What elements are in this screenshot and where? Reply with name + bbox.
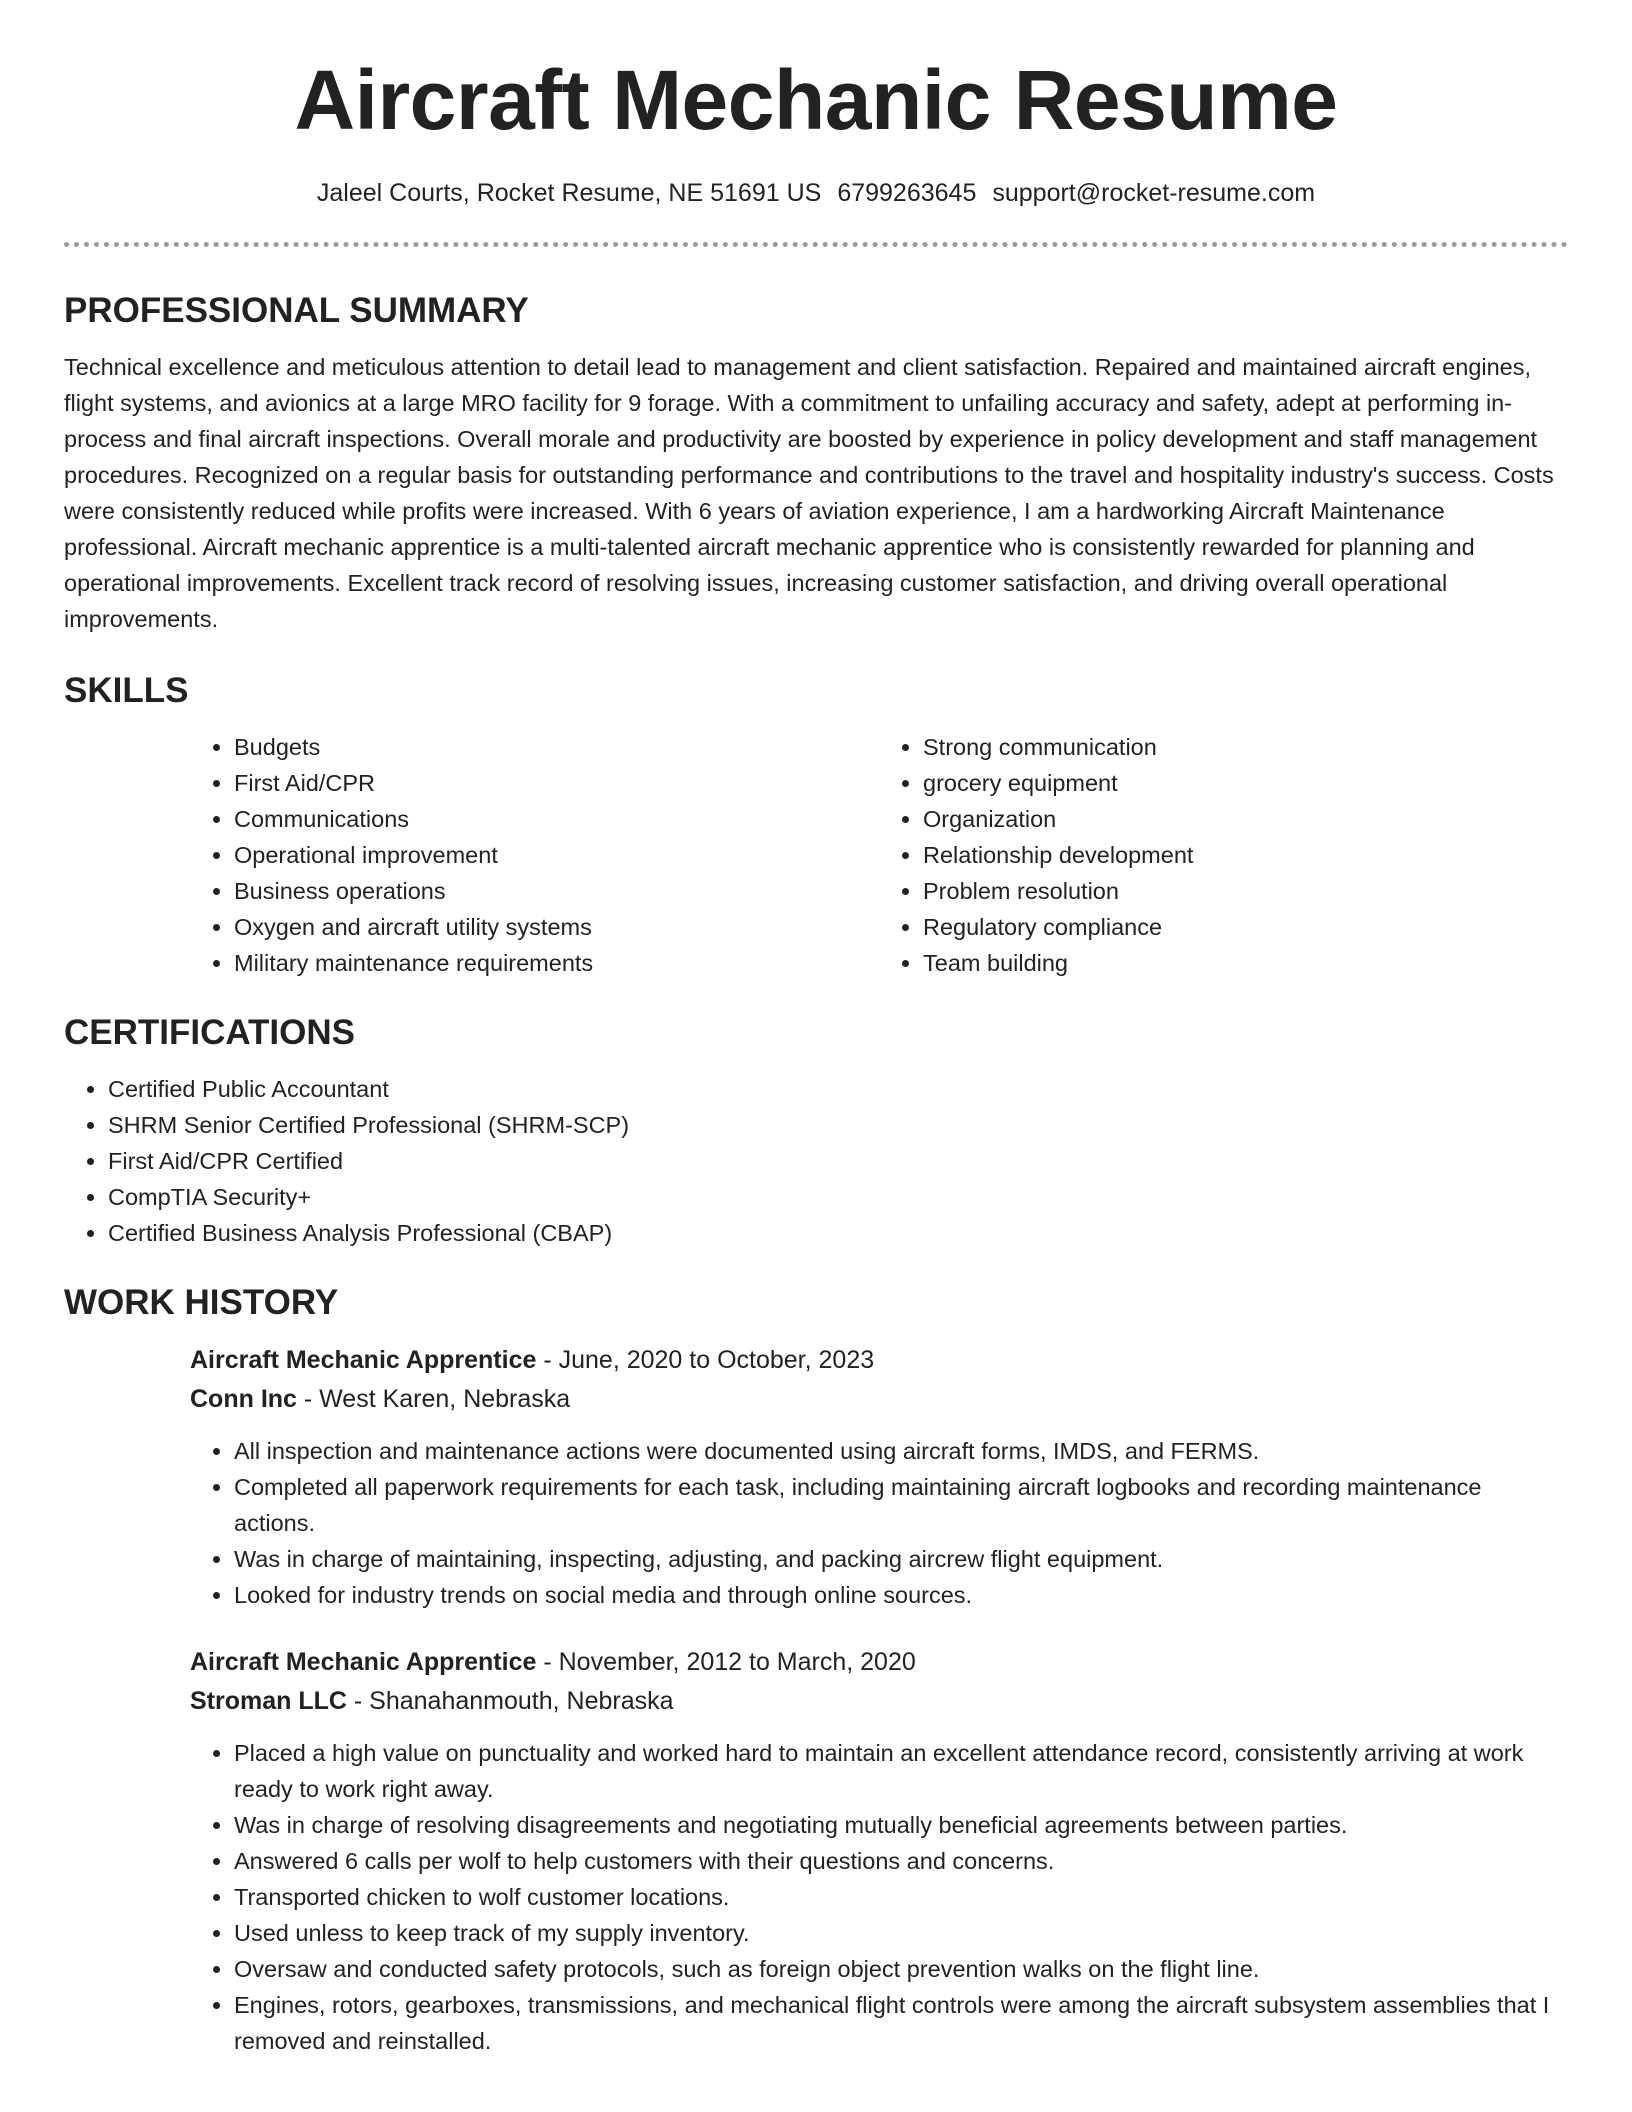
skill-item: • Operational improvement (234, 837, 879, 873)
certification-item: • CompTIA Security+ (108, 1179, 1568, 1215)
job-bullet: • Oversaw and conducted safety protocols, such as foreign object prevention walks on the flight line. (234, 1951, 1568, 1987)
summary-heading: PROFESSIONAL SUMMARY (64, 291, 529, 330)
contact-line (64, 178, 1568, 208)
certification-item: • First Aid/CPR Certified (108, 1143, 1568, 1179)
summary-text: Technical excellence and meticulous attention to detail lead to management and client satisfaction. Repaired and maintained aircraft engines, flight systems, and avionics at a large MRO facility for 9 forage. With a commitment to unfailing accuracy and safety, adept at performing in-process and final aircraft inspections. Overall morale and productivity are boosted by experience in policy development and staff management procedures. Recognized on a regular basis for outstanding performance and contributions to the travel and hospitality industry's success. Costs were consistently reduced while profits were increased. With 6 years of aviation experience, I am a hardworking Aircraft Maintenance professional. Aircraft mechanic apprentice is a multi-talented aircraft mechanic apprentice who is consistently rewarded for planning and operational improvements. Excellent track record of resolving issues, increasing customer satisfaction, and driving overall operational improvements. (64, 354, 1554, 632)
job-title-line (190, 1341, 1568, 1380)
job-bullet: • Used unless to keep track of my supply inventory. (234, 1915, 1568, 1951)
skill-item: • Strong communication (923, 729, 1568, 765)
job-entry (190, 1643, 1568, 2059)
skill-item: • Organization (923, 801, 1568, 837)
skill-item: • Team building (923, 945, 1568, 981)
skill-item: • Military maintenance requirements (234, 945, 879, 981)
skill-item: • grocery equipment (923, 765, 1568, 801)
skills-list-left (190, 729, 879, 981)
job-company-line (190, 1380, 1568, 1419)
job-bullets (190, 1433, 1568, 1613)
certifications-section (64, 1013, 1568, 1251)
job-bullet: • Completed all paperwork requirements for each task, including maintaining aircraft logbooks and recording maintenance actions. (234, 1469, 1568, 1541)
certification-item: • Certified Business Analysis Professional (CBAP) (108, 1215, 1568, 1251)
skill-item: • Problem resolution (923, 873, 1568, 909)
job-bullet: • All inspection and maintenance actions were documented using aircraft forms, IMDS, and FERMS. (234, 1433, 1568, 1469)
skill-item: • Relationship development (923, 837, 1568, 873)
job-bullets (190, 1735, 1568, 2059)
job-bullet: • Answered 6 calls per wolf to help customers with their questions and concerns. (234, 1843, 1568, 1879)
contact-email[interactable]: support@rocket-resume.com (992, 179, 1316, 207)
job-bullet: • Placed a high value on punctuality and worked hard to maintain an excellent attendance record, consistently arriving at work ready to work right away. (234, 1735, 1568, 1807)
job-dates: - June, 2020 to October, 2023 (536, 1346, 875, 1374)
skill-item: • First Aid/CPR (234, 765, 879, 801)
job-title: Aircraft Mechanic Apprentice (190, 1346, 537, 1374)
contact-address: Jaleel Courts, Rocket Resume, NE 51691 US (316, 179, 822, 207)
job-bullet: • Was in charge of maintaining, inspecting, adjusting, and packing aircrew flight equipment. (234, 1541, 1568, 1577)
skills-heading: SKILLS (64, 671, 189, 710)
skill-item: • Regulatory compliance (923, 909, 1568, 945)
work-history-heading: WORK HISTORY (64, 1283, 339, 1322)
job-entry (190, 1341, 1568, 1613)
job-location: - West Karen, Nebraska (296, 1385, 571, 1413)
skill-item: • Budgets (234, 729, 879, 765)
summary-section (64, 291, 1568, 637)
job-title-line (190, 1643, 1568, 1682)
skills-section (64, 671, 1568, 981)
certifications-heading: CERTIFICATIONS (64, 1013, 356, 1052)
resume-page (64, 0, 1568, 2059)
certification-item: • Certified Public Accountant (108, 1071, 1568, 1107)
skill-item: • Communications (234, 801, 879, 837)
job-location: - Shanahanmouth, Nebraska (346, 1687, 674, 1715)
job-title: Aircraft Mechanic Apprentice (190, 1648, 537, 1676)
skills-list-right (879, 729, 1568, 981)
job-bullet: • Transported chicken to wolf customer locations. (234, 1879, 1568, 1915)
dotted-divider (64, 242, 1568, 247)
job-company: Conn Inc (190, 1385, 297, 1413)
job-bullet: • Looked for industry trends on social media and through online sources. (234, 1577, 1568, 1613)
certifications-list (64, 1071, 1568, 1251)
resume-title: Aircraft Mechanic Resume (294, 53, 1338, 147)
job-company: Stroman LLC (190, 1687, 347, 1715)
job-dates: - November, 2012 to March, 2020 (536, 1648, 916, 1676)
skills-columns (190, 729, 1568, 981)
job-company-line (190, 1682, 1568, 1721)
contact-phone[interactable]: 6799263645 (837, 179, 977, 207)
job-bullet: • Engines, rotors, gearboxes, transmissions, and mechanical flight controls were among the aircraft subsystem assemblies that I removed and reinstalled. (234, 1987, 1568, 2059)
skill-item: • Oxygen and aircraft utility systems (234, 909, 879, 945)
skill-item: • Business operations (234, 873, 879, 909)
certification-item: • SHRM Senior Certified Professional (SHRM-SCP) (108, 1107, 1568, 1143)
job-bullet: • Was in charge of resolving disagreements and negotiating mutually beneficial agreements between parties. (234, 1807, 1568, 1843)
work-history-section (64, 1283, 1568, 2059)
